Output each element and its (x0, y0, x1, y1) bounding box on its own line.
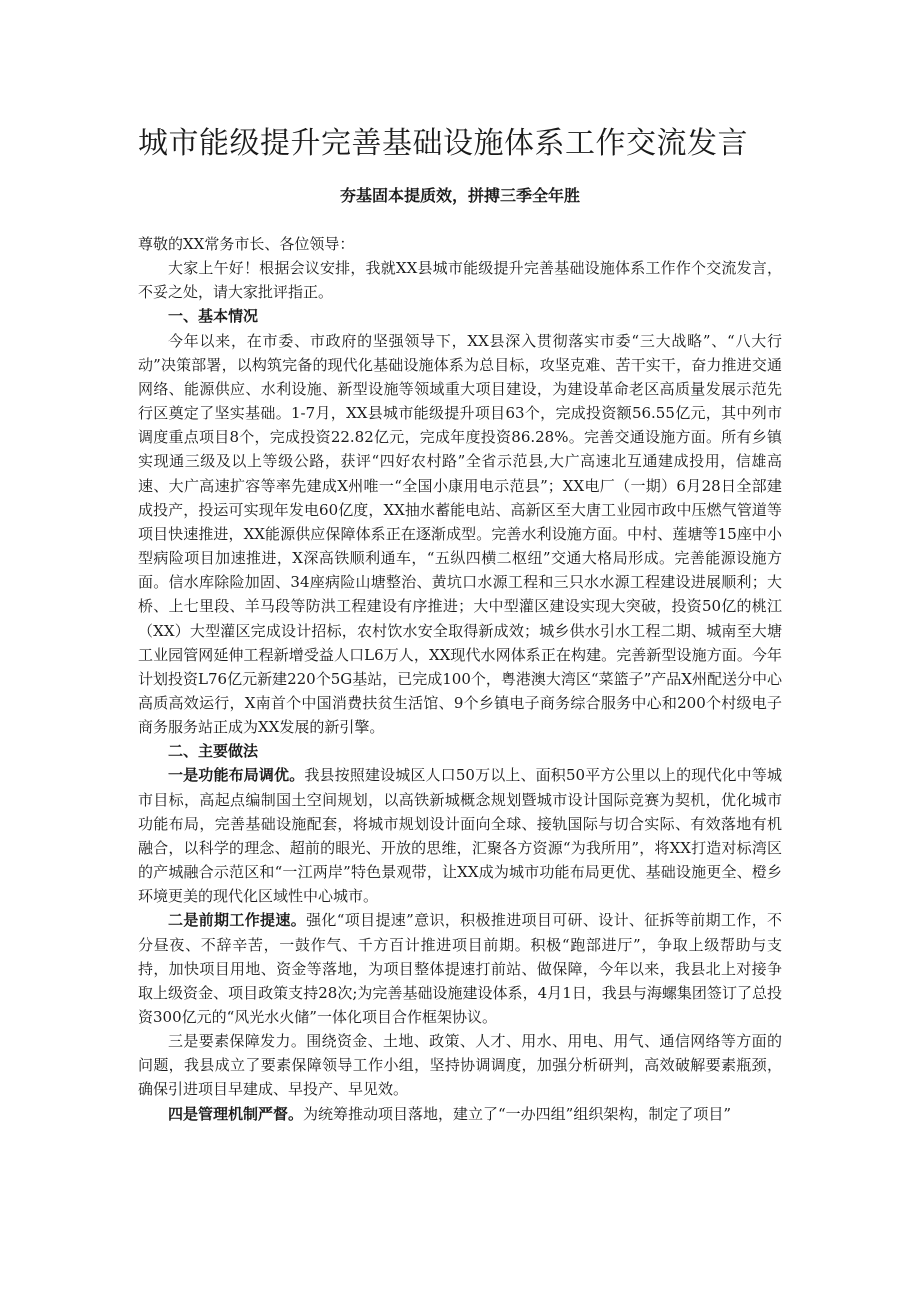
practice-point-1-lead: 一是功能布局调优。 (168, 766, 305, 785)
section-heading-basic-situation: 一、基本情况 (168, 307, 259, 326)
practice-point-2-lead: 二是前期工作提速。 (168, 911, 307, 930)
opening-paragraph: 大家上午好！根据会议安排，我就XX县城市能级提升完善基础设施体系工作作个交流发言，不妥之处，请大家批评指正。 (138, 259, 782, 302)
practice-point-4-lead: 四是管理机制严督。 (168, 1104, 304, 1123)
practice-point-2-text: 强化“项目提速”意识，积极推进项目可研、设计、征拆等前期工作，不分昼夜、不辞辛苦，一鼓作气、千方百计推进项目前期。积极“跑部进厅”，争取上级帮助与支持，加快项目用地、资金等落地，为项目整体提速打前站、做保障，今年以来，我县北上对接争取上级资金、项目政策支持28次;为完善基础设施建设体系，4月1日，我县与海螺集团签订了总投资300亿元的“风光水火储”一体化项目合作框架协议。 (138, 911, 782, 1026)
document-subtitle: 夯基固本提质效，拼搏三季全年胜 (339, 186, 580, 205)
document-title: 城市能级提升完善基础设施体系工作交流发言 (138, 126, 748, 161)
basic-situation-paragraph: 今年以来，在市委、市政府的坚强领导下，XX县深入贯彻落实市委“三大战略”、“八大行动”决策部署，以构筑完备的现代化基础设施体系为总目标，攻坚克难、苦干实干，奋力推进交通网络、能源供应、水利设施、新型设施等领域重大项目建设，为建设革命老区高质量发展示范先行区奠定了坚实基础。1-7月，XX县城市能级提升项目63个，完成投资额56.55亿元，其中列市调度重点项目8个，完成投资22.82亿元，完成年度投资86.28%。完善交通设施方面。所有乡镇实现通三级及以上等级公路，获评“四好农村路”全省示范县,大广高速北互通建成投用，信雄高速、大广高速扩容等率先建成X州唯一“全国小康用电示范县”；XX电厂（一期）6月28日全部建成投产，投运可实现年发电60亿度，XX抽水蓄能电站、高新区至大唐工业园市政中压燃气管道等项目快速推进，XX能源供应保障体系正在逐渐成型。完善水利设施方面。中村、莲塘等15座中小型病险项目加速推进，X深高铁顺利通车，“五纵四横二枢纽”交通大格局形成。完善能源设施方面。信水库除险加固、34座病险山塘整治、黄坑口水源工程和三只水水源工程建设进展顺利；大桥、上七里段、羊马段等防洪工程建设有序推进；大中型灌区建设实现大突破，投资50亿的桃江（XX）大型灌区完成设计招标，农村饮水安全取得新成效；城乡供水引水工程二期、城南至大塘工业园管网延伸工程新增受益人口L6万人，XX现代水网体系正在构建。完善新型设施方面。今年计划投资L76亿元新建220个5G基站，已完成100个，粤港澳大湾区“菜篮子”产品X州配送分中心高质高效运行，X南首个中国消费扶贫生活馆、9个乡镇电子商务综合服务中心和200个村级电子商务服务站正成为XX发展的新引擎。 (138, 331, 782, 737)
document-body (138, 232, 782, 1126)
greeting: 尊敬的XX常务市长、各位领导： (138, 235, 355, 253)
practice-point-1-text: 我县按照建设城区人口50万以上、面积50平方公里以上的现代化中等城市目标，高起点编制国土空间规划，以高铁新城概念规划暨城市设计国际竞赛为契机，优化城市功能布局，完善基础设施配套，将城市规划设计面向全球、接轨国际与切合实际、有效落地有机融合，以科学的理念、超前的眼光、开放的思维，汇聚各方资源“为我所用”，将XX打造对标湾区的产城融合示范区和“一江两岸”特色景观带，让XX成为城市功能布局更优、基础设施更全、橙乡环境更美的现代化区域性中心城市。 (138, 766, 782, 906)
practice-point-1 (138, 763, 782, 908)
practice-point-2 (138, 908, 782, 1029)
practice-point-3: 三是要素保障发力。围绕资金、土地、政策、人才、用水、用电、用气、通信网络等方面的问题，我县成立了要素保障领导工作小组，坚持协调调度，加强分析研判，高效破解要素瓶颈，确保引进项目早建成、早投产、早见效。 (138, 1032, 782, 1099)
section-heading-main-practices: 二、主要做法 (168, 742, 259, 761)
practice-point-4-text: 为统筹推动项目落地，建立了“一办四组”组织架构，制定了项目” (303, 1104, 732, 1123)
practice-point-4 (138, 1102, 782, 1126)
